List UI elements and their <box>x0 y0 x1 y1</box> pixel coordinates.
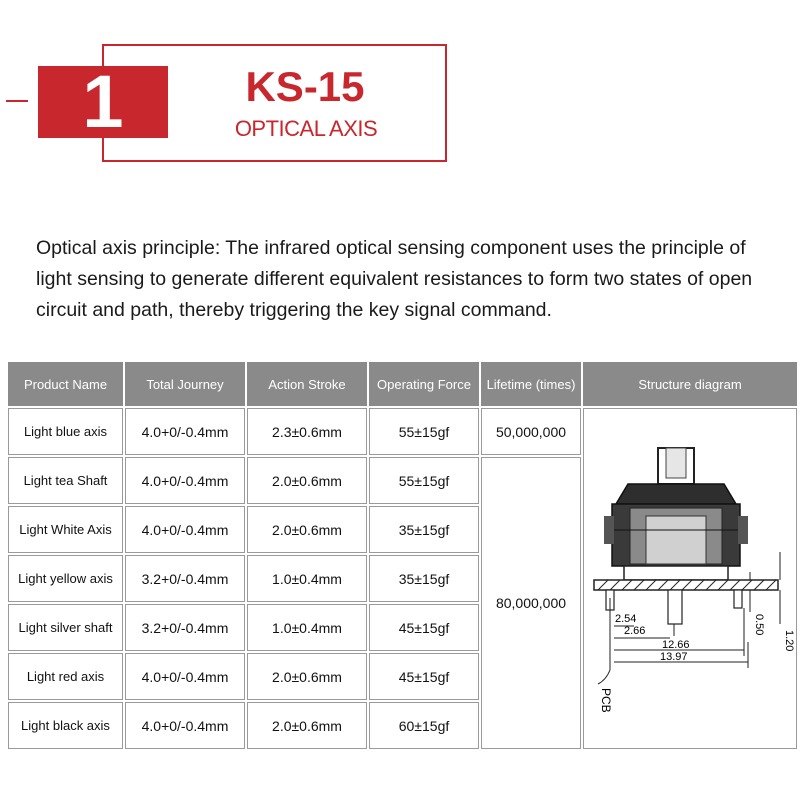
model-title: KS-15 <box>245 63 365 110</box>
total-journey: 3.2+0/-0.4mm <box>125 604 245 651</box>
operating-force: 35±15gf <box>369 555 479 602</box>
action-stroke: 1.0±0.4mm <box>247 555 367 602</box>
action-stroke: 2.0±0.6mm <box>247 457 367 504</box>
total-journey: 4.0+0/-0.4mm <box>125 506 245 553</box>
product-name: Light White Axis <box>8 506 123 553</box>
product-name: Light yellow axis <box>8 555 123 602</box>
operating-force: 55±15gf <box>369 408 479 455</box>
model-subtitle: OPTICAL AXIS <box>234 116 378 141</box>
total-journey: 4.0+0/-0.4mm <box>125 653 245 700</box>
switch-structure-diagram <box>584 412 796 742</box>
lifetime: 50,000,000 <box>481 408 581 455</box>
dimension-label: 1.20 <box>783 630 795 652</box>
total-journey: 3.2+0/-0.4mm <box>125 555 245 602</box>
lifetime: 80,000,000 <box>481 457 581 749</box>
spec-table <box>6 360 799 751</box>
pcb-label: PCB <box>599 688 613 713</box>
operating-force: 60±15gf <box>369 702 479 749</box>
column-header: Structure diagram <box>583 362 797 406</box>
table-header-row <box>8 362 797 406</box>
description-text: Optical axis principle: The infrared optical sensing component uses the principle of light sensing to generate different equivalent resistances to form two states of open circuit and path, thereby triggering the key signal command. <box>36 237 753 321</box>
total-journey: 4.0+0/-0.4mm <box>125 457 245 504</box>
action-stroke: 2.0±0.6mm <box>247 506 367 553</box>
accent-dash <box>6 100 28 102</box>
product-name: Light tea Shaft <box>8 457 123 504</box>
product-name: Light blue axis <box>8 408 123 455</box>
action-stroke: 2.3±0.6mm <box>247 408 367 455</box>
dimension-label: 0.50 <box>753 614 765 636</box>
total-journey: 4.0+0/-0.4mm <box>125 408 245 455</box>
column-header: Operating Force <box>369 362 479 406</box>
action-stroke: 2.0±0.6mm <box>247 702 367 749</box>
section-number: 1 <box>38 66 168 138</box>
column-header: Product Name <box>8 362 123 406</box>
product-name: Light silver shaft <box>8 604 123 651</box>
action-stroke: 1.0±0.4mm <box>247 604 367 651</box>
operating-force: 35±15gf <box>369 506 479 553</box>
total-journey: 4.0+0/-0.4mm <box>125 702 245 749</box>
operating-force: 45±15gf <box>369 653 479 700</box>
product-name: Light red axis <box>8 653 123 700</box>
structure-diagram-cell <box>583 408 797 749</box>
action-stroke: 2.0±0.6mm <box>247 653 367 700</box>
column-header: Action Stroke <box>247 362 367 406</box>
dimension-label: 13.97 <box>660 651 688 663</box>
operating-force: 55±15gf <box>369 457 479 504</box>
operating-force: 45±15gf <box>369 604 479 651</box>
product-name: Light black axis <box>8 702 123 749</box>
dimension-label: 12.66 <box>662 639 690 651</box>
table-row <box>8 408 797 455</box>
dimension-label: 2.54 <box>615 613 637 625</box>
column-header: Total Journey <box>125 362 245 406</box>
dimension-label: 2.66 <box>624 625 646 637</box>
column-header: Lifetime (times) <box>481 362 581 406</box>
